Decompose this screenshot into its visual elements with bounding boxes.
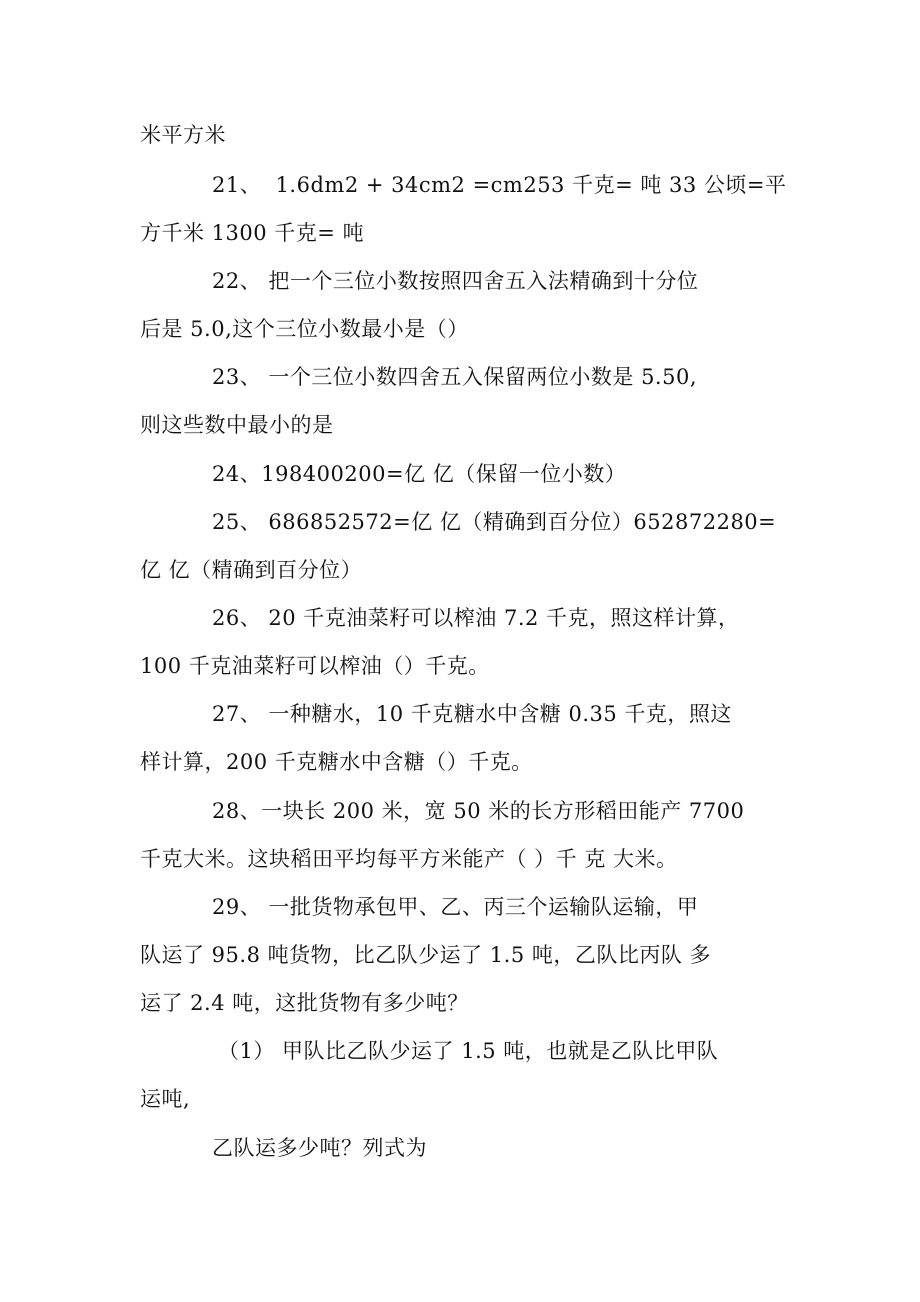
text-line: 乙队运多少吨？列式为 bbox=[212, 1136, 427, 1160]
text-line: 27、 一种糖水，10 千克糖水中含糖 0.35 千克，照这 bbox=[212, 702, 732, 726]
text-line: 则这些数中最小的是 bbox=[140, 413, 334, 437]
text-line: 方千米 1300 千克= 吨 bbox=[140, 221, 365, 245]
text-line: 22、 把一个三位小数按照四舍五入法精确到十分位 bbox=[212, 269, 699, 293]
text-line: 运了 2.4 吨，这批货物有多少吨？ bbox=[140, 991, 469, 1015]
text-line: （1） 甲队比乙队少运了 1.5 吨，也就是乙队比甲队 bbox=[218, 1039, 719, 1063]
text-line: 亿 亿（精确到百分位） bbox=[140, 558, 363, 582]
text-line: 25、 686852572=亿 亿（精确到百分位）652872280= bbox=[212, 510, 777, 534]
text-line: 运吨, bbox=[140, 1087, 191, 1111]
text-line: 26、 20 千克油菜籽可以榨油 7.2 千克，照这样计算， bbox=[212, 606, 740, 630]
text-line: 队运了 95.8 吨货物，比乙队少运了 1.5 吨，乙队比丙队 多 bbox=[140, 943, 712, 967]
text-line: 后是 5.0,这个三位小数最小是（） bbox=[140, 317, 469, 341]
text-line: 29、 一批货物承包甲、乙、丙三个运输队运输，甲 bbox=[212, 895, 699, 919]
text-line: 千克大米。这块稻田平均每平方米能产（ ）千 克 大米。 bbox=[140, 847, 678, 871]
text-line: 样计算，200 千克糖水中含糖（）千克。 bbox=[140, 750, 533, 774]
text-line: 23、 一个三位小数四舍五入保留两位小数是 5.50, bbox=[212, 365, 698, 389]
text-line: 21、 1.6dm2 + 34cm2 =cm253 千克= 吨 33 公顷=平 bbox=[212, 173, 787, 197]
text-line: 100 千克油菜籽可以榨油（）千克。 bbox=[140, 654, 490, 678]
text-line: 28、一块长 200 米，宽 50 米的长方形稻田能产 7700 bbox=[212, 799, 745, 823]
text-line: 24、198400200=亿 亿（保留一位小数） bbox=[212, 462, 627, 486]
text-line: 米平方米 bbox=[140, 123, 226, 147]
